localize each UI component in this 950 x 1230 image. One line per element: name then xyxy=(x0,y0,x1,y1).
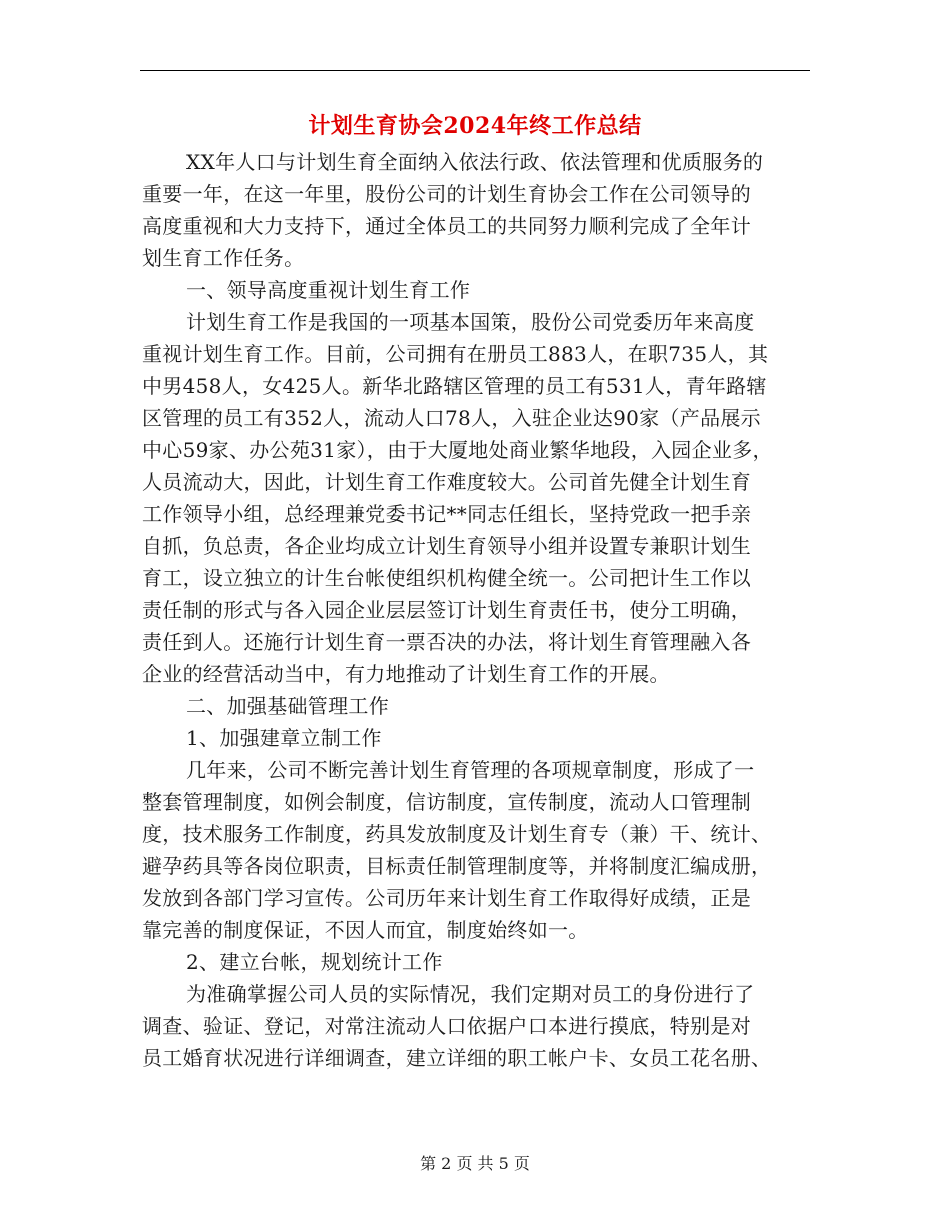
paragraph-line: 员工婚育状况进行详细调查，建立详细的职工帐户卡、女员工花名册、 xyxy=(142,1046,772,1070)
paragraph-line: 靠完善的制度保证，不因人而宜，制度始终如一。 xyxy=(142,918,589,942)
paragraph-line: 工作领导小组，总经理兼党委书记**同志任组长，坚持党政一把手亲 xyxy=(142,502,752,526)
paragraph-line: 重视计划生育工作。目前，公司拥有在册员工883人，在职735人，其 xyxy=(142,342,769,366)
paragraph-line: 区管理的员工有352人，流动人口78人，入驻企业达90家（产品展示 xyxy=(142,406,761,430)
paragraph-line: 中男458人，女425人。新华北路辖区管理的员工有531人，青年路辖 xyxy=(142,374,767,398)
document-title: 计划生育协会2024年终工作总结 xyxy=(308,113,642,139)
paragraph-line: 计划生育工作是我国的一项基本国策，股份公司党委历年来高度 xyxy=(186,310,755,334)
paragraph-line: 避孕药具等各岗位职责，目标责任制管理制度等，并将制度汇编成册， xyxy=(142,854,772,878)
paragraph-line: 几年来，公司不断完善计划生育管理的各项规章制度，形成了一 xyxy=(186,758,755,782)
paragraph-line: 人员流动大，因此，计划生育工作难度较大。公司首先健全计划生育 xyxy=(142,470,751,494)
paragraph-line: 度，技术服务工作制度，药具发放制度及计划生育专（兼）干、统计、 xyxy=(142,822,772,846)
header-rule xyxy=(140,70,810,71)
paragraph-line: 中心59家、办公苑31家），由于大厦地处商业繁华地段，入园企业多， xyxy=(142,438,773,462)
paragraph-line: 高度重视和大力支持下，通过全体员工的共同努力顺利完成了全年计 xyxy=(142,214,751,238)
paragraph-line: XX年人口与计划生育全面纳入依法行政、依法管理和优质服务的 xyxy=(186,150,764,174)
paragraph-line: 整套管理制度，如例会制度，信访制度，宣传制度，流动人口管理制 xyxy=(142,790,751,814)
section-heading: 一、领导高度重视计划生育工作 xyxy=(186,278,471,302)
paragraph-line: 划生育工作任务。 xyxy=(142,246,305,270)
subsection-heading: 2、建立台帐，规划统计工作 xyxy=(186,950,443,974)
paragraph-line: 企业的经营活动当中，有力地推动了计划生育工作的开展。 xyxy=(142,662,670,686)
subsection-heading: 1、加强建章立制工作 xyxy=(186,726,382,750)
paragraph-line: 自抓，负总责，各企业均成立计划生育领导小组并设置专兼职计划生 xyxy=(142,534,751,558)
section-heading: 二、加强基础管理工作 xyxy=(186,694,389,718)
paragraph-line: 调查、验证、登记，对常注流动人口依据户口本进行摸底，特别是对 xyxy=(142,1014,751,1038)
paragraph-line: 责任制的形式与各入园企业层层签订计划生育责任书，使分工明确， xyxy=(142,598,751,622)
paragraph-line: 责任到人。还施行计划生育一票否决的办法，将计划生育管理融入各 xyxy=(142,630,751,654)
paragraph-line: 重要一年，在这一年里，股份公司的计划生育协会工作在公司领导的 xyxy=(142,182,751,206)
paragraph-line: 发放到各部门学习宣传。公司历年来计划生育工作取得好成绩，正是 xyxy=(142,886,751,910)
page-number: 第 2 页 共 5 页 xyxy=(420,1154,530,1173)
paragraph-line: 为准确掌握公司人员的实际情况，我们定期对员工的身份进行了 xyxy=(186,982,755,1006)
document-body xyxy=(142,146,810,1074)
paragraph-line: 育工，设立独立的计生台帐使组织机构健全统一。公司把计生工作以 xyxy=(142,566,751,590)
